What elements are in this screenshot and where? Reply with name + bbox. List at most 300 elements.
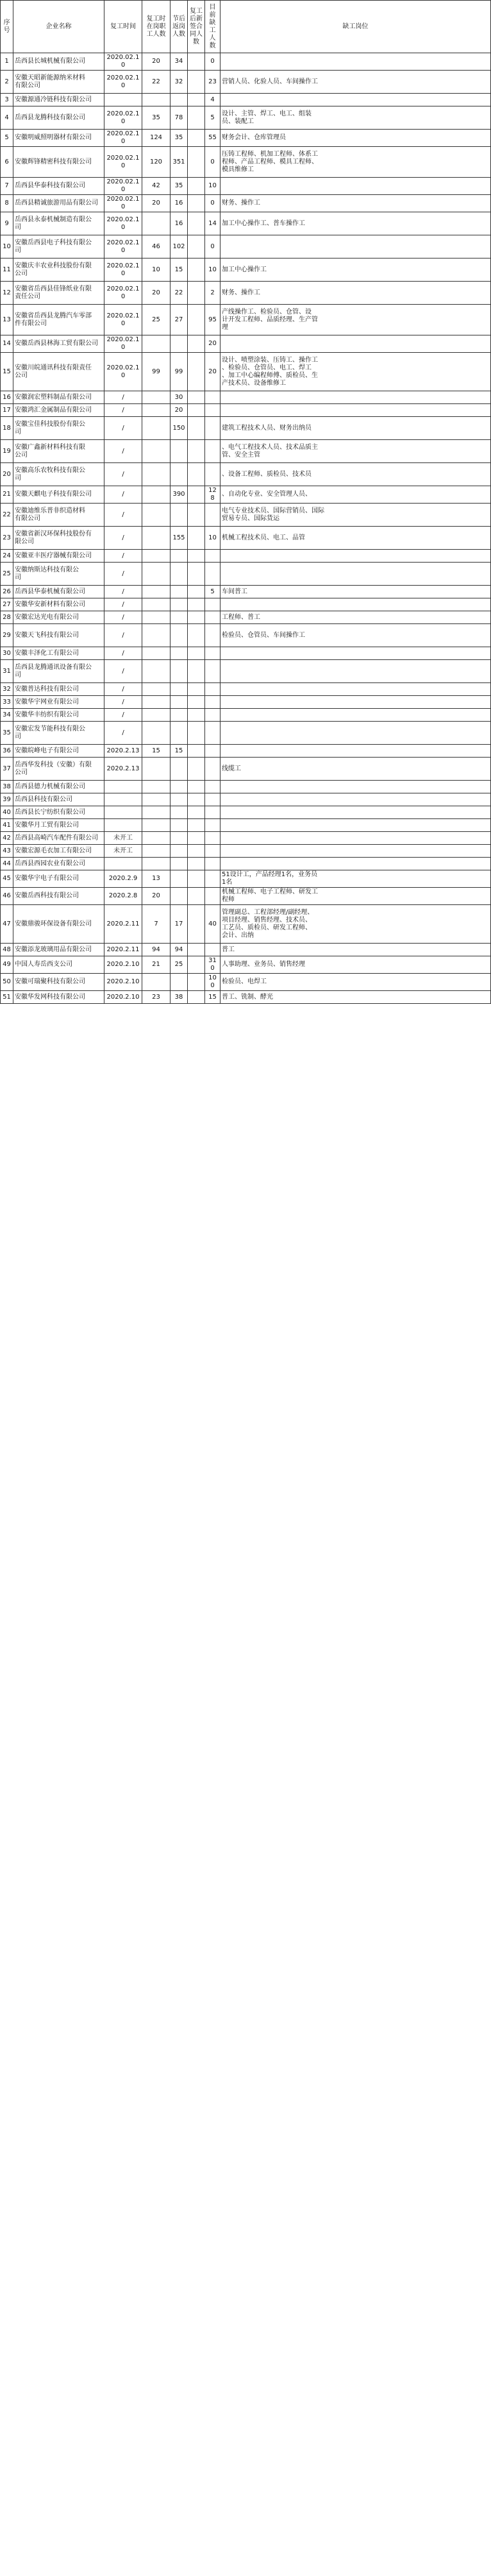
- cell-shortage: 20: [205, 353, 221, 391]
- table-row: [1, 722, 491, 745]
- cell-seq: 16: [1, 391, 13, 404]
- cell-returned: [142, 806, 171, 819]
- table-row: [1, 53, 491, 71]
- cell-seq: 43: [1, 845, 13, 858]
- cell-post: [171, 335, 188, 353]
- cell-positions: 车间普工: [221, 586, 491, 598]
- cell-shortage: 0: [205, 235, 221, 258]
- cell-shortage: [205, 781, 221, 793]
- cell-new-hire: [188, 178, 205, 195]
- cell-post: 34: [171, 53, 188, 71]
- cell-date: 2020.2.11: [104, 905, 142, 944]
- table-row: [1, 858, 491, 870]
- cell-new-hire: [188, 586, 205, 598]
- table-row: [1, 709, 491, 722]
- cell-post: 15: [171, 745, 188, 758]
- cell-seq: 46: [1, 888, 13, 905]
- cell-new-hire: [188, 504, 205, 527]
- cell-shortage: 0: [205, 195, 221, 212]
- cell-new-hire: [188, 305, 205, 335]
- cell-seq: 37: [1, 758, 13, 781]
- cell-shortage: [205, 793, 221, 806]
- cell-post: 16: [171, 195, 188, 212]
- cell-positions: 加工中心操作工: [221, 258, 491, 282]
- cell-post: 150: [171, 417, 188, 440]
- cell-returned: [142, 212, 171, 235]
- cell-company: 安徽亚丰医疗器械有限公司: [13, 550, 104, 563]
- cell-seq: 6: [1, 147, 13, 178]
- cell-returned: [142, 563, 171, 586]
- cell-returned: 20: [142, 195, 171, 212]
- cell-positions: 人事助理、业务员、销售经理: [221, 956, 491, 974]
- cell-date: [104, 793, 142, 806]
- cell-shortage: [205, 709, 221, 722]
- cell-post: 102: [171, 235, 188, 258]
- cell-company: 安徽省岳西县龙腾汽车零部 件有限公司: [13, 305, 104, 335]
- cell-company: 岳西县西园农业有限公司: [13, 858, 104, 870]
- cell-seq: 29: [1, 624, 13, 647]
- cell-company: 岳西县精诚旅游用品有限公司: [13, 195, 104, 212]
- cell-shortage: 14: [205, 212, 221, 235]
- cell-returned: [142, 647, 171, 660]
- cell-post: [171, 624, 188, 647]
- cell-shortage: 95: [205, 305, 221, 335]
- cell-company: 安徽华宇电子有限公司: [13, 870, 104, 888]
- header-seq: 序 号: [1, 1, 13, 53]
- cell-shortage: 5: [205, 106, 221, 130]
- table-row: [1, 106, 491, 130]
- cell-returned: [142, 696, 171, 709]
- cell-returned: 15: [142, 745, 171, 758]
- cell-post: [171, 683, 188, 696]
- table-row: [1, 956, 491, 974]
- cell-returned: [142, 709, 171, 722]
- cell-company: 安徽迪维乐普非织造材料 有限公司: [13, 504, 104, 527]
- cell-seq: 18: [1, 417, 13, 440]
- cell-post: 94: [171, 944, 188, 956]
- cell-shortage: [205, 745, 221, 758]
- cell-post: 20: [171, 404, 188, 417]
- table-row: [1, 758, 491, 781]
- cell-new-hire: [188, 858, 205, 870]
- cell-shortage: [205, 845, 221, 858]
- cell-date: /: [104, 527, 142, 550]
- cell-returned: [142, 832, 171, 845]
- cell-company: 安徽丰泽化工有限公司: [13, 647, 104, 660]
- cell-returned: [142, 974, 171, 991]
- table-row: [1, 888, 491, 905]
- table-row: [1, 944, 491, 956]
- cell-returned: 23: [142, 991, 171, 1004]
- table-row: [1, 305, 491, 335]
- cell-positions: [221, 391, 491, 404]
- header-post: 节后 返岗 人数: [171, 1, 188, 53]
- cell-shortage: 4: [205, 94, 221, 106]
- cell-date: 2020.02.10: [104, 335, 142, 353]
- cell-returned: [142, 527, 171, 550]
- cell-seq: 5: [1, 130, 13, 147]
- cell-returned: 46: [142, 235, 171, 258]
- cell-date: [104, 806, 142, 819]
- cell-shortage: 10: [205, 178, 221, 195]
- table-row: [1, 353, 491, 391]
- cell-company: 岳西县德力机械有限公司: [13, 781, 104, 793]
- cell-positions: 、设备工程师、质检员、技术员: [221, 463, 491, 486]
- cell-positions: [221, 550, 491, 563]
- cell-date: 2020.02.10: [104, 147, 142, 178]
- cell-date: /: [104, 504, 142, 527]
- table-row: [1, 178, 491, 195]
- cell-shortage: [205, 944, 221, 956]
- cell-post: 390: [171, 486, 188, 504]
- cell-post: [171, 870, 188, 888]
- cell-seq: 39: [1, 793, 13, 806]
- cell-returned: 13: [142, 870, 171, 888]
- cell-seq: 26: [1, 586, 13, 598]
- cell-positions: 机械工程技术员、电工、品管: [221, 527, 491, 550]
- cell-new-hire: [188, 417, 205, 440]
- cell-date: 2020.02.10: [104, 106, 142, 130]
- cell-shortage: [205, 858, 221, 870]
- cell-new-hire: [188, 806, 205, 819]
- cell-positions: 机械工程师、电子工程师、研发工 程师: [221, 888, 491, 905]
- cell-returned: 42: [142, 178, 171, 195]
- cell-date: 2020.02.10: [104, 178, 142, 195]
- cell-date: /: [104, 486, 142, 504]
- cell-positions: [221, 53, 491, 71]
- cell-company: 安徽普达科技有限公司: [13, 683, 104, 696]
- cell-date: 2020.02.10: [104, 235, 142, 258]
- cell-new-hire: [188, 745, 205, 758]
- table-row: [1, 624, 491, 647]
- cell-post: [171, 722, 188, 745]
- cell-seq: 22: [1, 504, 13, 527]
- cell-positions: 检验员、电焊工: [221, 974, 491, 991]
- cell-positions: [221, 781, 491, 793]
- cell-company: 安徽宝佳科技股份有限公 司: [13, 417, 104, 440]
- cell-new-hire: [188, 991, 205, 1004]
- cell-returned: 20: [142, 53, 171, 71]
- cell-positions: 管理副总、工程部经理/副经理、 项目经理、销售经理、技术员、 工艺员、质检员、研发工程师、 会计、出纳: [221, 905, 491, 944]
- cell-seq: 10: [1, 235, 13, 258]
- table-row: [1, 991, 491, 1004]
- cell-date: /: [104, 404, 142, 417]
- cell-company: 安徽润宏塑料制品有限公司: [13, 391, 104, 404]
- cell-positions: 建筑工程技术人员、财务出纳员: [221, 417, 491, 440]
- cell-seq: 41: [1, 819, 13, 832]
- cell-positions: 财务、操作工: [221, 282, 491, 305]
- cell-post: [171, 598, 188, 611]
- cell-company: 安徽纳斯达科技有限公 司: [13, 563, 104, 586]
- cell-positions: [221, 563, 491, 586]
- cell-company: 安徽添龙玻璃用品有限公司: [13, 944, 104, 956]
- cell-post: [171, 563, 188, 586]
- table-row: [1, 905, 491, 944]
- cell-seq: 51: [1, 991, 13, 1004]
- cell-date: /: [104, 598, 142, 611]
- cell-shortage: [205, 404, 221, 417]
- cell-returned: 35: [142, 106, 171, 130]
- cell-company: 安徽可瑞聚科技有限公司: [13, 974, 104, 991]
- header-company: 企业名称: [13, 1, 104, 53]
- cell-shortage: [205, 832, 221, 845]
- table-row: [1, 598, 491, 611]
- cell-post: [171, 832, 188, 845]
- cell-date: 2020.2.11: [104, 944, 142, 956]
- cell-company: 安徽天麒电子科技有限公司: [13, 486, 104, 504]
- cell-new-hire: [188, 624, 205, 647]
- cell-positions: [221, 683, 491, 696]
- cell-positions: [221, 598, 491, 611]
- cell-date: [104, 858, 142, 870]
- cell-seq: 8: [1, 195, 13, 212]
- header-shortage: 目前 缺工 人数: [205, 1, 221, 53]
- cell-new-hire: [188, 527, 205, 550]
- cell-returned: [142, 793, 171, 806]
- cell-date: [104, 781, 142, 793]
- cell-shortage: 0: [205, 147, 221, 178]
- cell-new-hire: [188, 404, 205, 417]
- cell-post: [171, 758, 188, 781]
- cell-new-hire: [188, 944, 205, 956]
- cell-company: 岳西县长城机械有限公司: [13, 53, 104, 71]
- table-row: [1, 212, 491, 235]
- cell-shortage: [205, 806, 221, 819]
- cell-returned: [142, 550, 171, 563]
- table-row: [1, 195, 491, 212]
- cell-positions: [221, 660, 491, 683]
- cell-seq: 28: [1, 611, 13, 624]
- table-row: [1, 335, 491, 353]
- cell-seq: 25: [1, 563, 13, 586]
- cell-company: 安徽华安新材料有限公司: [13, 598, 104, 611]
- cell-seq: 14: [1, 335, 13, 353]
- cell-date: /: [104, 440, 142, 463]
- cell-seq: 24: [1, 550, 13, 563]
- table-row: [1, 504, 491, 527]
- cell-shortage: [205, 624, 221, 647]
- cell-returned: [142, 858, 171, 870]
- cell-shortage: [205, 683, 221, 696]
- table-row: [1, 696, 491, 709]
- cell-post: [171, 974, 188, 991]
- header-row: [1, 1, 491, 53]
- cell-seq: 48: [1, 944, 13, 956]
- cell-date: /: [104, 709, 142, 722]
- cell-company: 安徽华发网科技有限公司: [13, 991, 104, 1004]
- cell-new-hire: [188, 212, 205, 235]
- cell-new-hire: [188, 53, 205, 71]
- cell-positions: [221, 745, 491, 758]
- cell-shortage: 2: [205, 282, 221, 305]
- cell-positions: [221, 94, 491, 106]
- header-new-hire: 复工 后新 签合 同人 数: [188, 1, 205, 53]
- cell-returned: [142, 417, 171, 440]
- cell-date: 2020.02.10: [104, 71, 142, 94]
- cell-date: 2020.02.10: [104, 353, 142, 391]
- cell-positions: 51设计工，产品经理1名，业务员 1名: [221, 870, 491, 888]
- cell-post: 16: [171, 212, 188, 235]
- cell-company: 安徽源通冷链科技有限公司: [13, 94, 104, 106]
- cell-new-hire: [188, 440, 205, 463]
- table-row: [1, 611, 491, 624]
- table-row: [1, 282, 491, 305]
- cell-date: /: [104, 550, 142, 563]
- cell-company: 安徽天昭新能源纳米材料 有限公司: [13, 71, 104, 94]
- cell-date: /: [104, 696, 142, 709]
- cell-positions: 检验员、仓管员、车间操作工: [221, 624, 491, 647]
- cell-new-hire: [188, 550, 205, 563]
- cell-seq: 15: [1, 353, 13, 391]
- cell-post: 32: [171, 71, 188, 94]
- cell-returned: 21: [142, 956, 171, 974]
- cell-positions: 压铸工程师、机加工程师、体系工 程师、产品工程师、模具工程师、 模具维修工: [221, 147, 491, 178]
- cell-seq: 47: [1, 905, 13, 944]
- cell-shortage: 310: [205, 956, 221, 974]
- cell-positions: [221, 709, 491, 722]
- cell-seq: 27: [1, 598, 13, 611]
- cell-seq: 31: [1, 660, 13, 683]
- cell-seq: 19: [1, 440, 13, 463]
- cell-company: 岳西县华泰科技有限公司: [13, 178, 104, 195]
- cell-new-hire: [188, 683, 205, 696]
- cell-seq: 23: [1, 527, 13, 550]
- cell-new-hire: [188, 94, 205, 106]
- cell-date: [104, 94, 142, 106]
- cell-post: 78: [171, 106, 188, 130]
- cell-seq: 20: [1, 463, 13, 486]
- cell-returned: 25: [142, 305, 171, 335]
- cell-company: 岳西县长宁纺织有限公司: [13, 806, 104, 819]
- cell-date: /: [104, 660, 142, 683]
- cell-seq: 44: [1, 858, 13, 870]
- cell-returned: [142, 404, 171, 417]
- cell-positions: 设计、主管、焊工、电工、组装 员、装配工: [221, 106, 491, 130]
- cell-seq: 21: [1, 486, 13, 504]
- table-row: [1, 870, 491, 888]
- table-row: [1, 563, 491, 586]
- cell-date: 2020.02.10: [104, 212, 142, 235]
- cell-shortage: [205, 888, 221, 905]
- cell-post: 155: [171, 527, 188, 550]
- cell-returned: [142, 660, 171, 683]
- table-row: [1, 440, 491, 463]
- table-row: [1, 463, 491, 486]
- cell-positions: 财务、操作工: [221, 195, 491, 212]
- cell-returned: [142, 335, 171, 353]
- cell-date: 未开工: [104, 832, 142, 845]
- cell-returned: 124: [142, 130, 171, 147]
- cell-returned: 22: [142, 71, 171, 94]
- cell-returned: [142, 819, 171, 832]
- cell-date: 未开工: [104, 845, 142, 858]
- cell-positions: [221, 647, 491, 660]
- cell-date: /: [104, 563, 142, 586]
- cell-company: 安徽岳西县电子科技有限公 司: [13, 235, 104, 258]
- cell-post: 38: [171, 991, 188, 1004]
- cell-new-hire: [188, 647, 205, 660]
- cell-seq: 35: [1, 722, 13, 745]
- cell-returned: [142, 683, 171, 696]
- table-row: [1, 974, 491, 991]
- cell-positions: [221, 178, 491, 195]
- cell-date: 2020.2.10: [104, 991, 142, 1004]
- table-row: [1, 71, 491, 94]
- cell-shortage: 5: [205, 586, 221, 598]
- cell-company: 安徽辉锋精密科技有限公司: [13, 147, 104, 178]
- cell-date: [104, 819, 142, 832]
- table-row: [1, 147, 491, 178]
- cell-returned: 10: [142, 258, 171, 282]
- cell-positions: 设计、喷塑涂装、压铸工、操作工 、检验员、仓管员、电工、焊工 、加工中心编程师傅、质检员、生 产技术员、设备维修工: [221, 353, 491, 391]
- cell-new-hire: [188, 335, 205, 353]
- cell-seq: 33: [1, 696, 13, 709]
- table-row: [1, 486, 491, 504]
- cell-company: 安徽天飞科技有限公司: [13, 624, 104, 647]
- cell-shortage: [205, 647, 221, 660]
- cell-date: 2020.02.10: [104, 53, 142, 71]
- cell-company: 安徽广鑫新材料科技有限 公司: [13, 440, 104, 463]
- cell-company: 岳西县华泰机械有限公司: [13, 586, 104, 598]
- cell-date: 2020.2.10: [104, 974, 142, 991]
- cell-shortage: [205, 391, 221, 404]
- cell-date: 2020.02.10: [104, 282, 142, 305]
- cell-shortage: [205, 870, 221, 888]
- cell-shortage: [205, 819, 221, 832]
- job-vacancy-table: [0, 0, 491, 1004]
- cell-shortage: [205, 504, 221, 527]
- header-returned: 复工时 在岗职 工人数: [142, 1, 171, 53]
- cell-seq: 7: [1, 178, 13, 195]
- cell-new-hire: [188, 832, 205, 845]
- cell-shortage: [205, 563, 221, 586]
- cell-company: 安徽鼎骏环保设备有限公司: [13, 905, 104, 944]
- cell-returned: [142, 391, 171, 404]
- cell-date: 2020.2.13: [104, 745, 142, 758]
- cell-date: 2020.02.10: [104, 195, 142, 212]
- cell-shortage: 20: [205, 335, 221, 353]
- cell-post: 17: [171, 905, 188, 944]
- cell-company: 中国人寿岳西支公司: [13, 956, 104, 974]
- cell-company: 岳西县龙腾通讯设备有限公 司: [13, 660, 104, 683]
- cell-positions: [221, 696, 491, 709]
- table-row: [1, 527, 491, 550]
- cell-post: 351: [171, 147, 188, 178]
- cell-post: 22: [171, 282, 188, 305]
- table-row: [1, 745, 491, 758]
- cell-new-hire: [188, 845, 205, 858]
- cell-positions: [221, 832, 491, 845]
- cell-seq: 32: [1, 683, 13, 696]
- cell-shortage: 23: [205, 71, 221, 94]
- cell-new-hire: [188, 563, 205, 586]
- cell-seq: 50: [1, 974, 13, 991]
- cell-company: 安徽宏达光电有限公司: [13, 611, 104, 624]
- cell-positions: 普工、铣制、酵光: [221, 991, 491, 1004]
- cell-positions: 营销人员、化验人员、车间操作工: [221, 71, 491, 94]
- cell-post: 27: [171, 305, 188, 335]
- table-row: [1, 258, 491, 282]
- cell-new-hire: [188, 722, 205, 745]
- cell-returned: [142, 781, 171, 793]
- cell-post: [171, 463, 188, 486]
- cell-new-hire: [188, 905, 205, 944]
- table-row: [1, 781, 491, 793]
- table-row: [1, 417, 491, 440]
- cell-returned: 20: [142, 282, 171, 305]
- table-row: [1, 404, 491, 417]
- cell-shortage: 55: [205, 130, 221, 147]
